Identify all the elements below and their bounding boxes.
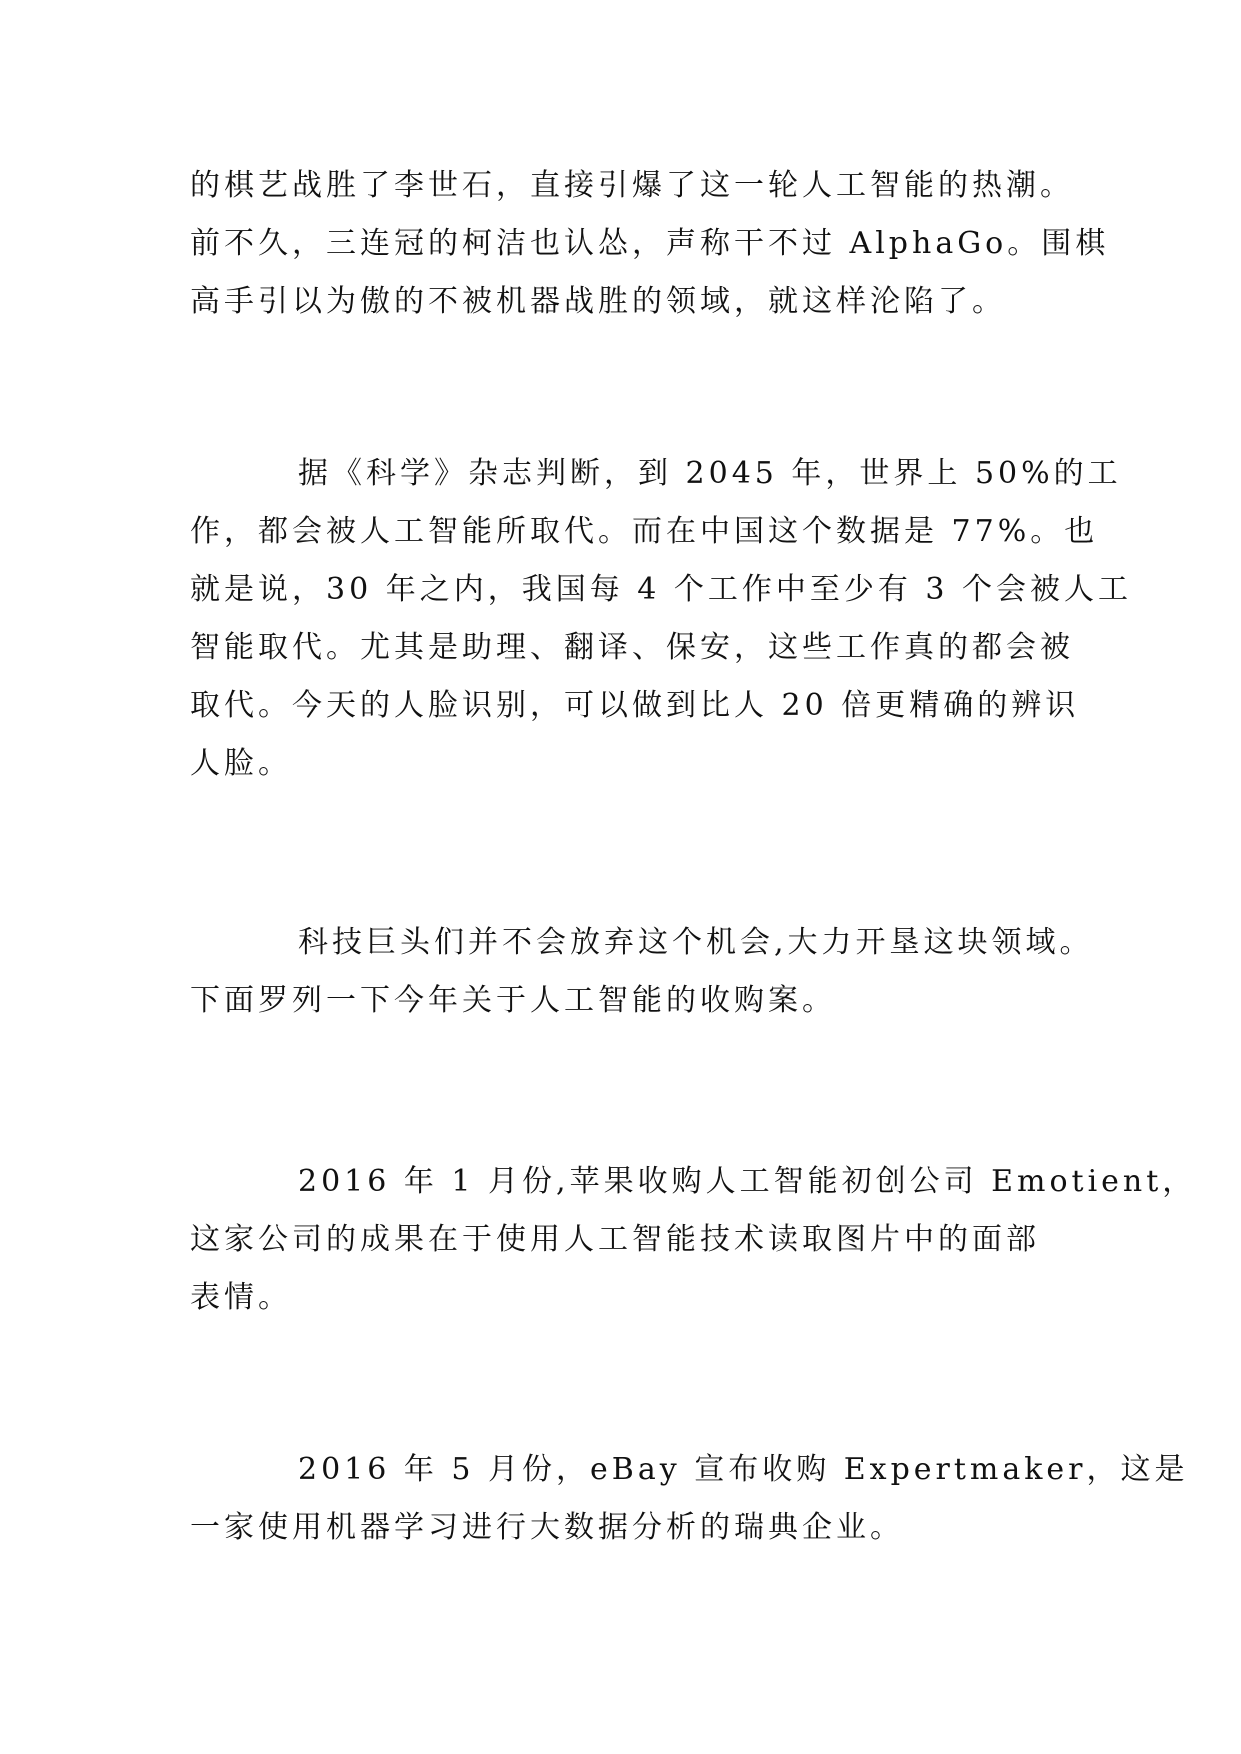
- paragraph-apple-emotient: [190, 1153, 1197, 1327]
- text-line: 的棋艺战胜了李世石，直接引爆了这一轮人工智能的热潮。: [190, 168, 1074, 203]
- text-line: 一家使用机器学习进行大数据分析的瑞典企业。: [190, 1510, 904, 1545]
- text-line: 2016 年 5 月份，eBay 宣布收购 Expertmaker，这是: [298, 1452, 1189, 1487]
- text-line: 2016 年 1 月份,苹果收购人工智能初创公司 Emotient，: [298, 1164, 1197, 1199]
- text-line: 智能取代。尤其是助理、翻译、保安，这些工作真的都会被: [190, 630, 1074, 665]
- text-line: 科技巨头们并不会放弃这个机会,大力开垦这块领域。: [298, 925, 1094, 960]
- text-line: 高手引以为傲的不被机器战胜的领域，就这样沦陷了。: [190, 284, 1006, 319]
- text-line: 这家公司的成果在于使用人工智能技术读取图片中的面部: [190, 1222, 1040, 1257]
- text-line: 作，都会被人工智能所取代。而在中国这个数据是 77%。也: [190, 514, 1099, 549]
- text-line: 下面罗列一下今年关于人工智能的收购案。: [190, 983, 836, 1018]
- paragraph-tech-giants: [190, 914, 1094, 1030]
- text-line: 前不久，三连冠的柯洁也认怂，声称干不过 AlphaGo。围棋: [190, 226, 1110, 261]
- text-line: 人脸。: [190, 746, 292, 781]
- paragraph-alphago: [190, 157, 1110, 331]
- paragraph-ebay-expertmaker: [190, 1441, 1189, 1557]
- paragraph-science-forecast: [190, 445, 1133, 793]
- text-line: 表情。: [190, 1280, 292, 1315]
- text-line: 就是说，30 年之内，我国每 4 个工作中至少有 3 个会被人工: [190, 572, 1133, 607]
- text-line: 据《科学》杂志判断，到 2045 年，世界上 50%的工: [298, 456, 1122, 491]
- text-line: 取代。今天的人脸识别，可以做到比人 20 倍更精确的辨识: [190, 688, 1080, 723]
